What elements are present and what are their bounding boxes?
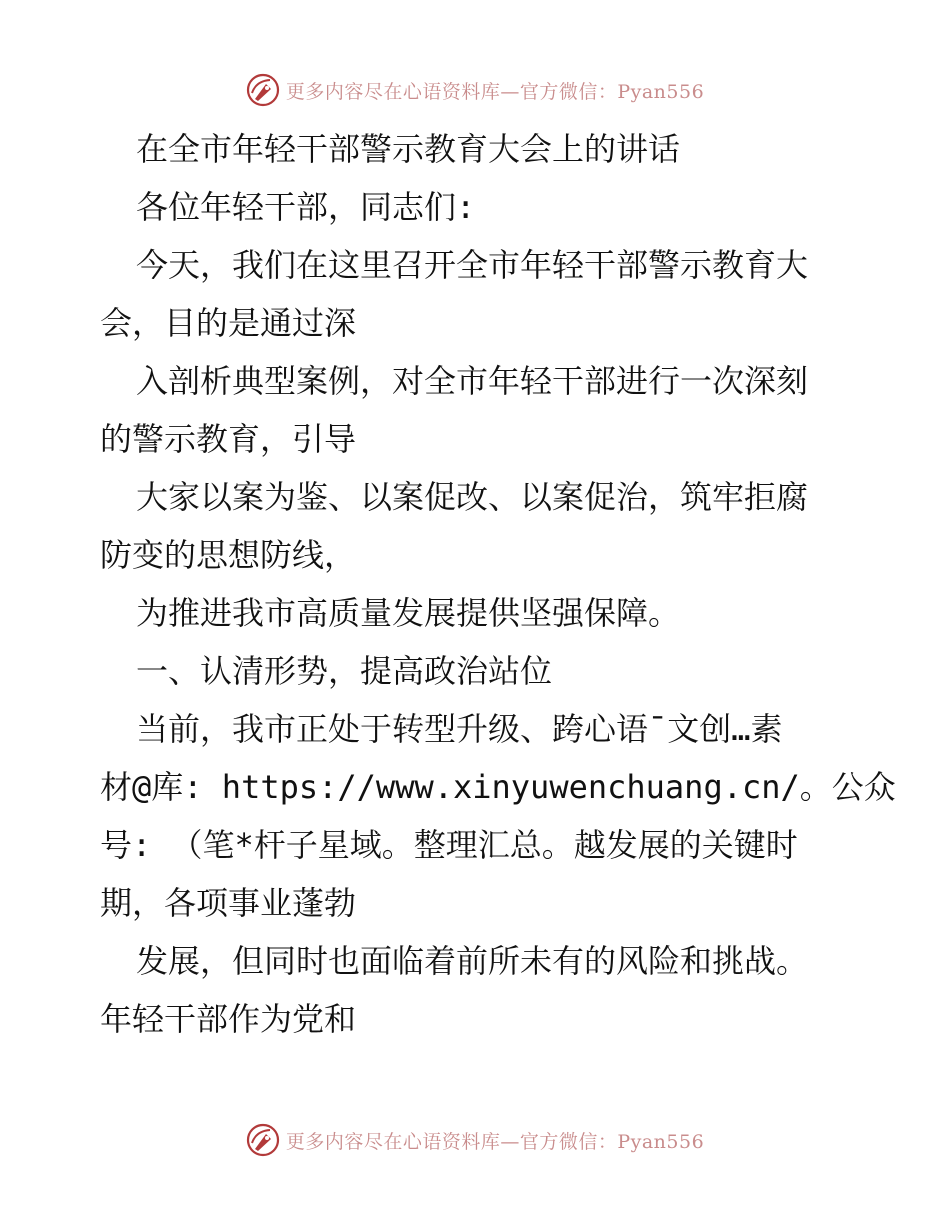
document-line: 入剖析典型案例，对全市年轻干部进行一次深刻	[136, 362, 809, 400]
footer-banner	[0, 1120, 950, 1160]
document-line: 会，目的是通过深	[100, 304, 357, 342]
document-line: 的警示教育，引导	[100, 420, 357, 458]
document-line: 一、认清形势，提高政治站位	[136, 652, 553, 690]
header-banner	[0, 70, 950, 110]
document-line: 当前，我市正处于转型升级、跨心语¯文创…素	[136, 710, 783, 748]
document-line: 期，各项事业蓬勃	[100, 884, 357, 922]
document-line: 大家以案为鉴、以案促改、以案促治，筑牢拒腐	[136, 478, 809, 516]
document-line: 各位年轻干部，同志们:	[136, 188, 476, 226]
document-line: 今天，我们在这里召开全市年轻干部警示教育大	[136, 246, 809, 284]
header-banner-text: 更多内容尽在心语资料库—官方微信：Pyan556	[285, 80, 705, 103]
document-line: 在全市年轻干部警示教育大会上的讲话	[136, 130, 681, 168]
pen-nib-logo-icon	[246, 1123, 280, 1157]
document-line: 年轻干部作为党和	[100, 1000, 357, 1038]
footer-banner-text: 更多内容尽在心语资料库—官方微信：Pyan556	[285, 1130, 705, 1153]
document-line: 防变的思想防线，	[100, 536, 357, 574]
document-line: 材@库: https://www.xinyuwenchuang.cn/。公众	[100, 768, 896, 806]
pen-nib-logo-icon	[246, 73, 280, 107]
document-line: 号: （笔*杆子星域。整理汇总。越发展的关键时	[100, 826, 798, 864]
document-body	[100, 120, 896, 1048]
document-line: 为推进我市高质量发展提供坚强保障。	[136, 594, 681, 632]
document-line: 发展，但同时也面临着前所未有的风险和挑战。	[136, 942, 809, 980]
